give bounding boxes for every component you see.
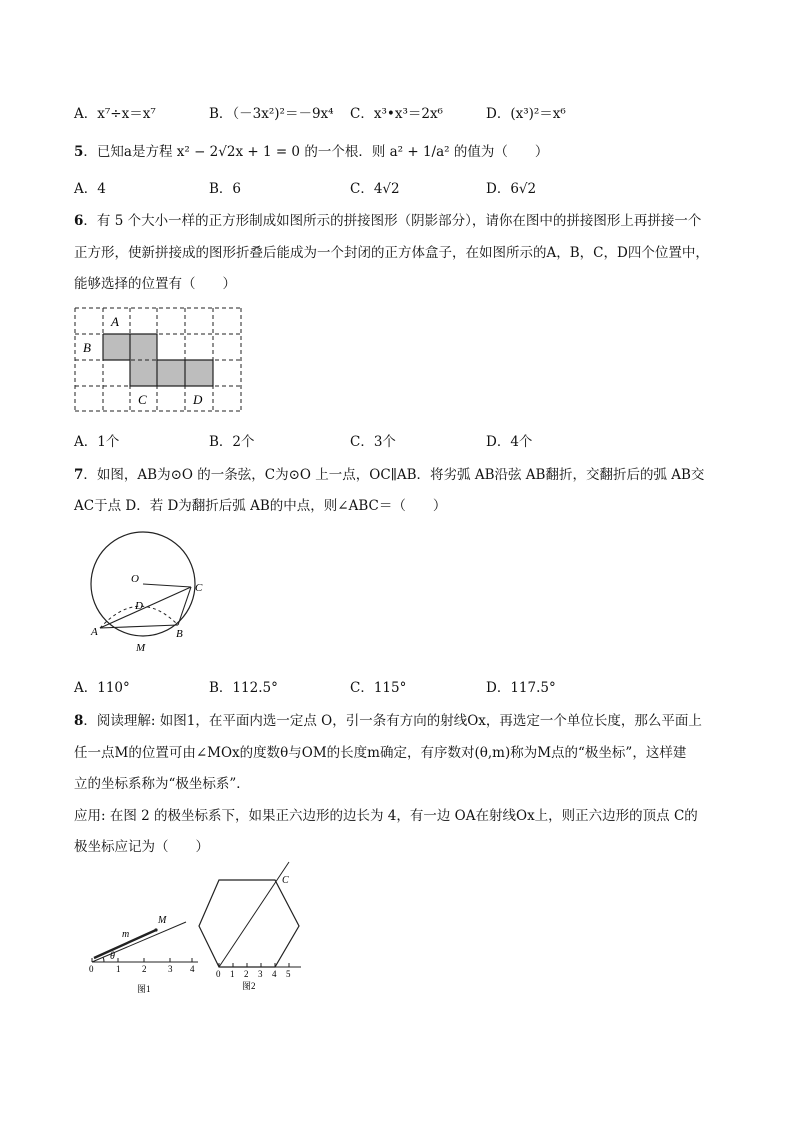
q8-figure-2 — [192, 858, 304, 998]
q7-circle-figure — [78, 530, 218, 658]
shaded-square — [157, 360, 185, 386]
q7-option-c: C．115° — [350, 680, 407, 696]
q8-stem-line2: 任一点M的位置可由∠MOx的度数θ与OM的长度m确定，有序数对(θ,m)称为M点的“极坐标”，这样建 — [74, 745, 687, 761]
q5-option-c: C．4√2 — [350, 181, 400, 197]
segment-ac — [100, 587, 191, 628]
label-c: C — [195, 582, 203, 594]
q6-grid-figure — [70, 300, 250, 418]
segment-oc — [219, 862, 289, 967]
shaded-square — [185, 360, 213, 386]
axis-ticks — [92, 958, 192, 962]
q7-option-a: A．110° — [74, 680, 130, 696]
q4-option-b: B．（－3x²)²＝－9x⁴ — [209, 106, 334, 122]
label-a: A — [91, 626, 98, 638]
tick-label-4: 4 — [190, 964, 195, 974]
q8-figure-1 — [86, 905, 202, 997]
label-m-point: M — [158, 915, 167, 926]
shaded-square — [130, 334, 157, 360]
tick-label-5: 5 — [286, 969, 291, 979]
tick-label-2: 2 — [244, 969, 249, 979]
point-m — [154, 928, 157, 931]
tick-label-4: 4 — [272, 969, 277, 979]
segment-bc — [178, 587, 191, 625]
shaded-square — [103, 334, 130, 360]
q8-stem-line4: 应用: 在图 2 的极坐标系下，如果正六边形的边长为 4，有一边 OA在射线Ox上，则正六边形的顶点 C的 — [74, 808, 698, 824]
tick-label-2: 2 — [142, 964, 147, 974]
segment-oc — [143, 584, 191, 587]
q6-option-b: B．2个 — [209, 434, 255, 450]
q8-stem-line5: 极坐标应记为（ ） — [74, 839, 209, 855]
q4-option-a: A．x⁷÷x＝x⁷ — [74, 106, 156, 122]
q5-option-a: A．4 — [74, 181, 106, 197]
label-d: D — [193, 392, 203, 407]
q4-option-d: D．(x³)²＝x⁶ — [486, 106, 566, 122]
q5-option-b: B．6 — [209, 181, 242, 197]
q7-option-b: B．112.5° — [209, 680, 278, 696]
q5-options — [0, 177, 794, 197]
q6-options — [0, 430, 794, 450]
q7-stem-line1: 7．如图，AB为⊙O 的一条弦，C为⊙O 上一点，OC∥AB．将劣弧 AB沿弦 AB翻折，交翻折后的弧 AB交 — [74, 467, 705, 483]
q4-option-c: C．x³•x³＝2x⁶ — [350, 106, 443, 122]
label-c: C — [138, 392, 147, 407]
q8-stem-line1: 8．阅读理解: 如图1，在平面内选一定点 O，引一条有方向的射线Ox，再选定一个单位长度，那么平面上 — [74, 713, 702, 729]
q6-stem-line2: 正方形，使新拼接成的图形折叠后能成为一个封闭的正方体盒子，在如图所示的A，B，C，D四个位置中， — [74, 245, 709, 261]
ray-om — [92, 922, 186, 962]
label-c: C — [282, 875, 289, 886]
q6-option-d: D．4个 — [486, 434, 533, 450]
q6-option-c: C．3个 — [350, 434, 396, 450]
tick-label-0: 0 — [89, 964, 94, 974]
q7-options — [0, 676, 794, 696]
figure-2-caption: 图2 — [242, 981, 256, 991]
tick-label-1: 1 — [116, 964, 121, 974]
figure-1-caption: 图1 — [137, 984, 151, 994]
q7-option-d: D．117.5° — [486, 680, 556, 696]
regular-hexagon — [199, 880, 299, 967]
label-b: B — [176, 628, 183, 640]
q5-option-d: D．6√2 — [486, 181, 537, 197]
q6-option-a: A．1个 — [74, 434, 120, 450]
label-a: A — [111, 314, 119, 329]
tick-label-0: 0 — [216, 969, 221, 979]
q5-stem: 5．已知a是方程 x² − 2√2x + 1 = 0 的一个根．则 a² + 1/a² 的值为（ ） — [74, 144, 549, 160]
angle-theta-arc — [103, 957, 104, 962]
label-m: M — [136, 642, 146, 654]
label-d: D — [135, 600, 143, 612]
q6-stem-line1: 6．有 5 个大小一样的正方形制成如图所示的拼接图形（阴影部分），请你在图中的拼接图形上再拼接一个 — [74, 213, 702, 229]
label-theta: θ — [110, 951, 115, 962]
q7-stem-line2: AC于点 D．若 D为翻折后弧 AB的中点，则∠ABC＝（ ） — [74, 498, 447, 514]
tick-label-3: 3 — [258, 969, 263, 979]
label-o: O — [131, 573, 139, 585]
label-m-lower: m — [122, 929, 130, 940]
tick-label-3: 3 — [168, 964, 173, 974]
label-b: B — [83, 340, 91, 355]
tick-label-1: 1 — [230, 969, 235, 979]
q4-options — [0, 102, 794, 122]
q6-stem-line3: 能够选择的位置有（ ） — [74, 276, 236, 292]
shaded-square — [130, 360, 157, 386]
q8-stem-line3: 立的坐标系称为“极坐标系”． — [74, 776, 250, 792]
